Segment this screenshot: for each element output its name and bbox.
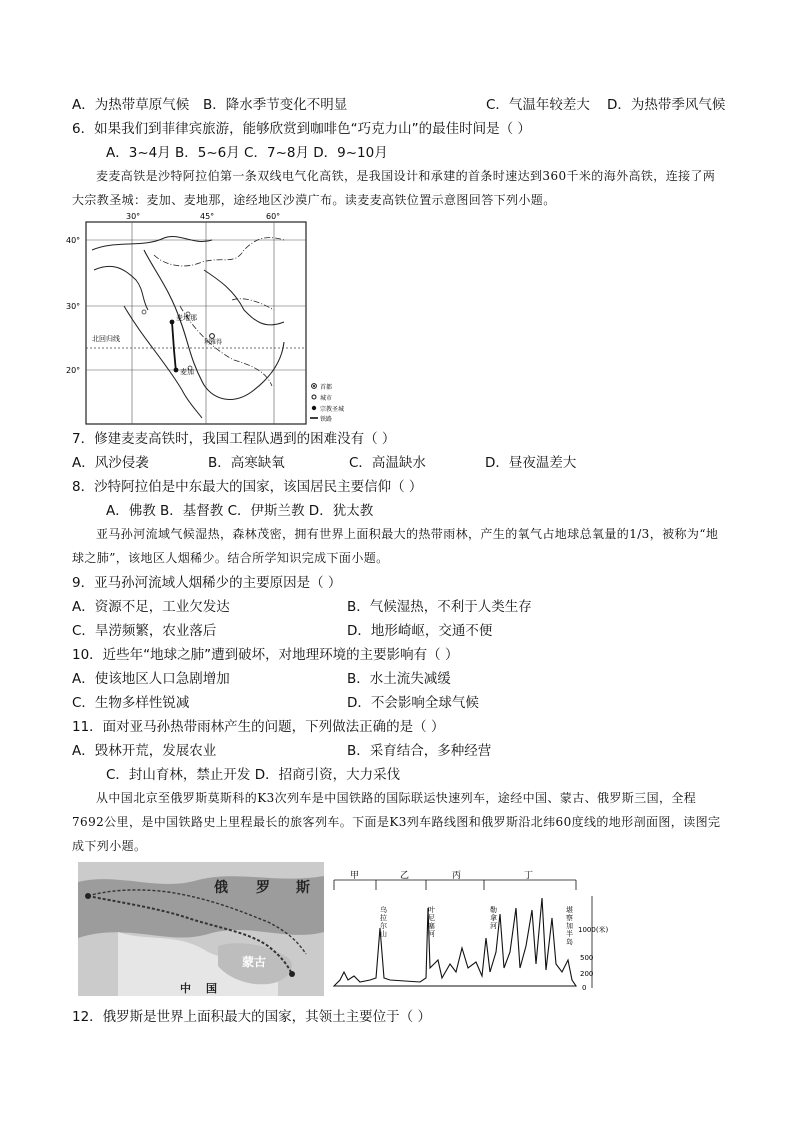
maimai-railway-map (66, 210, 356, 426)
q7-option-b[interactable]: B．高寒缺氧 (208, 455, 285, 471)
city-label-mecca: 麦加 (180, 368, 194, 376)
map-legend (310, 383, 344, 423)
q7-stem: 7．修建麦麦高铁时，我国工程队遇到的困难没有（ ） (72, 431, 396, 447)
ytick-500: 500 (580, 954, 594, 962)
lon-label-30: 30° (126, 212, 141, 221)
q11-option-b[interactable]: B．采育结合，多种经营 (347, 743, 492, 759)
lon-label-45: 45° (200, 212, 215, 221)
q10-option-c[interactable]: C．生物多样性锐减 (72, 695, 190, 711)
k3-route-map (78, 862, 324, 996)
region-jia: 甲 (350, 871, 360, 881)
lat-label-20: 20° (66, 366, 81, 375)
svg-text:铁路: 铁路 (320, 416, 333, 423)
ytick-200: 200 (580, 970, 594, 978)
q10-option-d[interactable]: D．不会影响全球气候 (347, 695, 479, 711)
lat-label-40: 40° (66, 236, 81, 245)
region-yi: 乙 (400, 871, 410, 881)
q9-option-a[interactable]: A．资源不足，工业欠发达 (72, 599, 230, 615)
city-label-medina: 麦地那 (176, 314, 197, 322)
russia-60n-profile (330, 868, 610, 1000)
q8-options[interactable]: A．佛教 B．基督教 C．伊斯兰教 D．犹太教 (106, 503, 374, 519)
ytick-0: 0 (582, 984, 587, 992)
q9-option-d[interactable]: D．地形崎岖，交通不便 (347, 623, 493, 639)
q11-options-row-1 (72, 742, 492, 760)
q9-option-b[interactable]: B．气候湿热，不利于人类生存 (347, 599, 532, 615)
feature-lena: 勒拿河 (490, 906, 497, 930)
q10-option-a[interactable]: A．使该地区人口急剧增加 (72, 671, 230, 687)
feature-ural: 乌拉尔山 (380, 906, 387, 938)
q5-option-b[interactable]: B．降水季节变化不明显 (203, 97, 348, 113)
rail-label-luo: 罗 (256, 880, 270, 896)
intro-maimai: 麦麦高铁是沙特阿拉伯第一条双线电气化高铁，是我国设计和承建的首条时速达到360千米的海外高铁，连接了两大宗教圣城：麦加、麦地那，途经地区沙漠广布。读麦麦高铁位置示意图回答下列小题。 (72, 169, 716, 207)
q10-options-row-2 (72, 694, 479, 712)
q8-stem: 8．沙特阿拉伯是中东最大的国家，该国居民主要信仰（ ） (72, 479, 423, 495)
riyadh-marker (210, 334, 215, 339)
region-ding: 丁 (524, 871, 534, 881)
intro-k3: 从中国北京至俄罗斯莫斯科的K3次列车是中国铁路的国际联运快速列车，途经中国、蒙古、俄罗斯三国，全程7692公里，是中国铁路史上里程最长的旅客列车。下面是K3列车路线图和俄罗斯沿北纬60度线的地形剖面图，读图完成下列小题。 (72, 791, 721, 853)
q7-option-a[interactable]: A．风沙侵袭 (72, 455, 149, 471)
q9-stem: 9．亚马孙河流域人烟稀少的主要原因是（ ） (72, 575, 342, 591)
tropic-label: 北回归线 (92, 335, 120, 343)
q9-options-row-1 (72, 598, 532, 616)
region-bing: 丙 (452, 871, 462, 881)
q6-options[interactable]: A．3~4月 B．5~6月 C．7~8月 D．9~10月 (106, 145, 388, 161)
q5-option-a[interactable]: A．为热带草原气候 (72, 97, 190, 113)
q5-options-row (72, 96, 726, 114)
q7-option-c[interactable]: C．高温缺水 (349, 455, 426, 471)
q11-stem: 11．面对亚马孙热带雨林产生的问题，下列做法正确的是（ ） (72, 719, 445, 735)
q5-option-d[interactable]: D．为热带季风气候 (607, 97, 726, 113)
rail-label-zhong: 中 (180, 982, 191, 995)
q7-option-d[interactable]: D．昼夜温差大 (485, 455, 577, 471)
lat-label-30: 30° (66, 302, 81, 311)
svg-text:城市: 城市 (320, 395, 333, 402)
q11-option-a[interactable]: A．毁林开荒，发展农业 (72, 743, 217, 759)
q12-stem: 12．俄罗斯是世界上面积最大的国家，其领土主要位于（ ） (72, 1009, 431, 1025)
medina-marker (170, 320, 175, 325)
svg-text:首都: 首都 (320, 384, 333, 391)
mecca-marker (174, 368, 179, 373)
q6-stem: 6．如果我们到菲律宾旅游，能够欣赏到咖啡色“巧克力山”的最佳时间是（ ） (72, 121, 531, 137)
q11-options-cd[interactable]: C．封山育林，禁止开发 D．招商引资，大力采伐 (106, 767, 401, 783)
rail-label-mongolia: 蒙古 (242, 955, 267, 969)
rail-label-si: 斯 (296, 880, 310, 896)
ytick-1000: 1000(米) (578, 926, 609, 934)
intro-amazon: 亚马孙河流域气候湿热，森林茂密，拥有世界上面积最大的热带雨林，产生的氧气占地球总氧量的1/3，被称为“地球之肺”，该地区人烟稀少。结合所学知识完成下面小题。 (72, 527, 719, 565)
svg-text:宗教圣城: 宗教圣城 (320, 406, 345, 413)
q7-options-row (72, 454, 577, 472)
q10-options-row-1 (72, 670, 451, 688)
q10-option-b[interactable]: B．水土流失减缓 (347, 671, 451, 687)
q9-options-row-2 (72, 622, 493, 640)
feature-kamchatka: 堪察加半岛 (566, 906, 573, 946)
lon-label-60: 60° (266, 212, 281, 221)
rail-label-guo: 国 (206, 982, 217, 995)
city-label-riyadh: 利雅得 (204, 339, 223, 346)
q10-stem: 10．近些年“地球之肺”遭到破坏，对地理环境的主要影响有（ ） (72, 647, 459, 663)
q5-option-c[interactable]: C．气温年较差大 (486, 97, 590, 113)
q9-option-c[interactable]: C．旱涝频繁，农业落后 (72, 623, 217, 639)
feature-yenisei: 叶尼塞河 (428, 906, 435, 938)
rail-label-e: 俄 (214, 880, 228, 896)
